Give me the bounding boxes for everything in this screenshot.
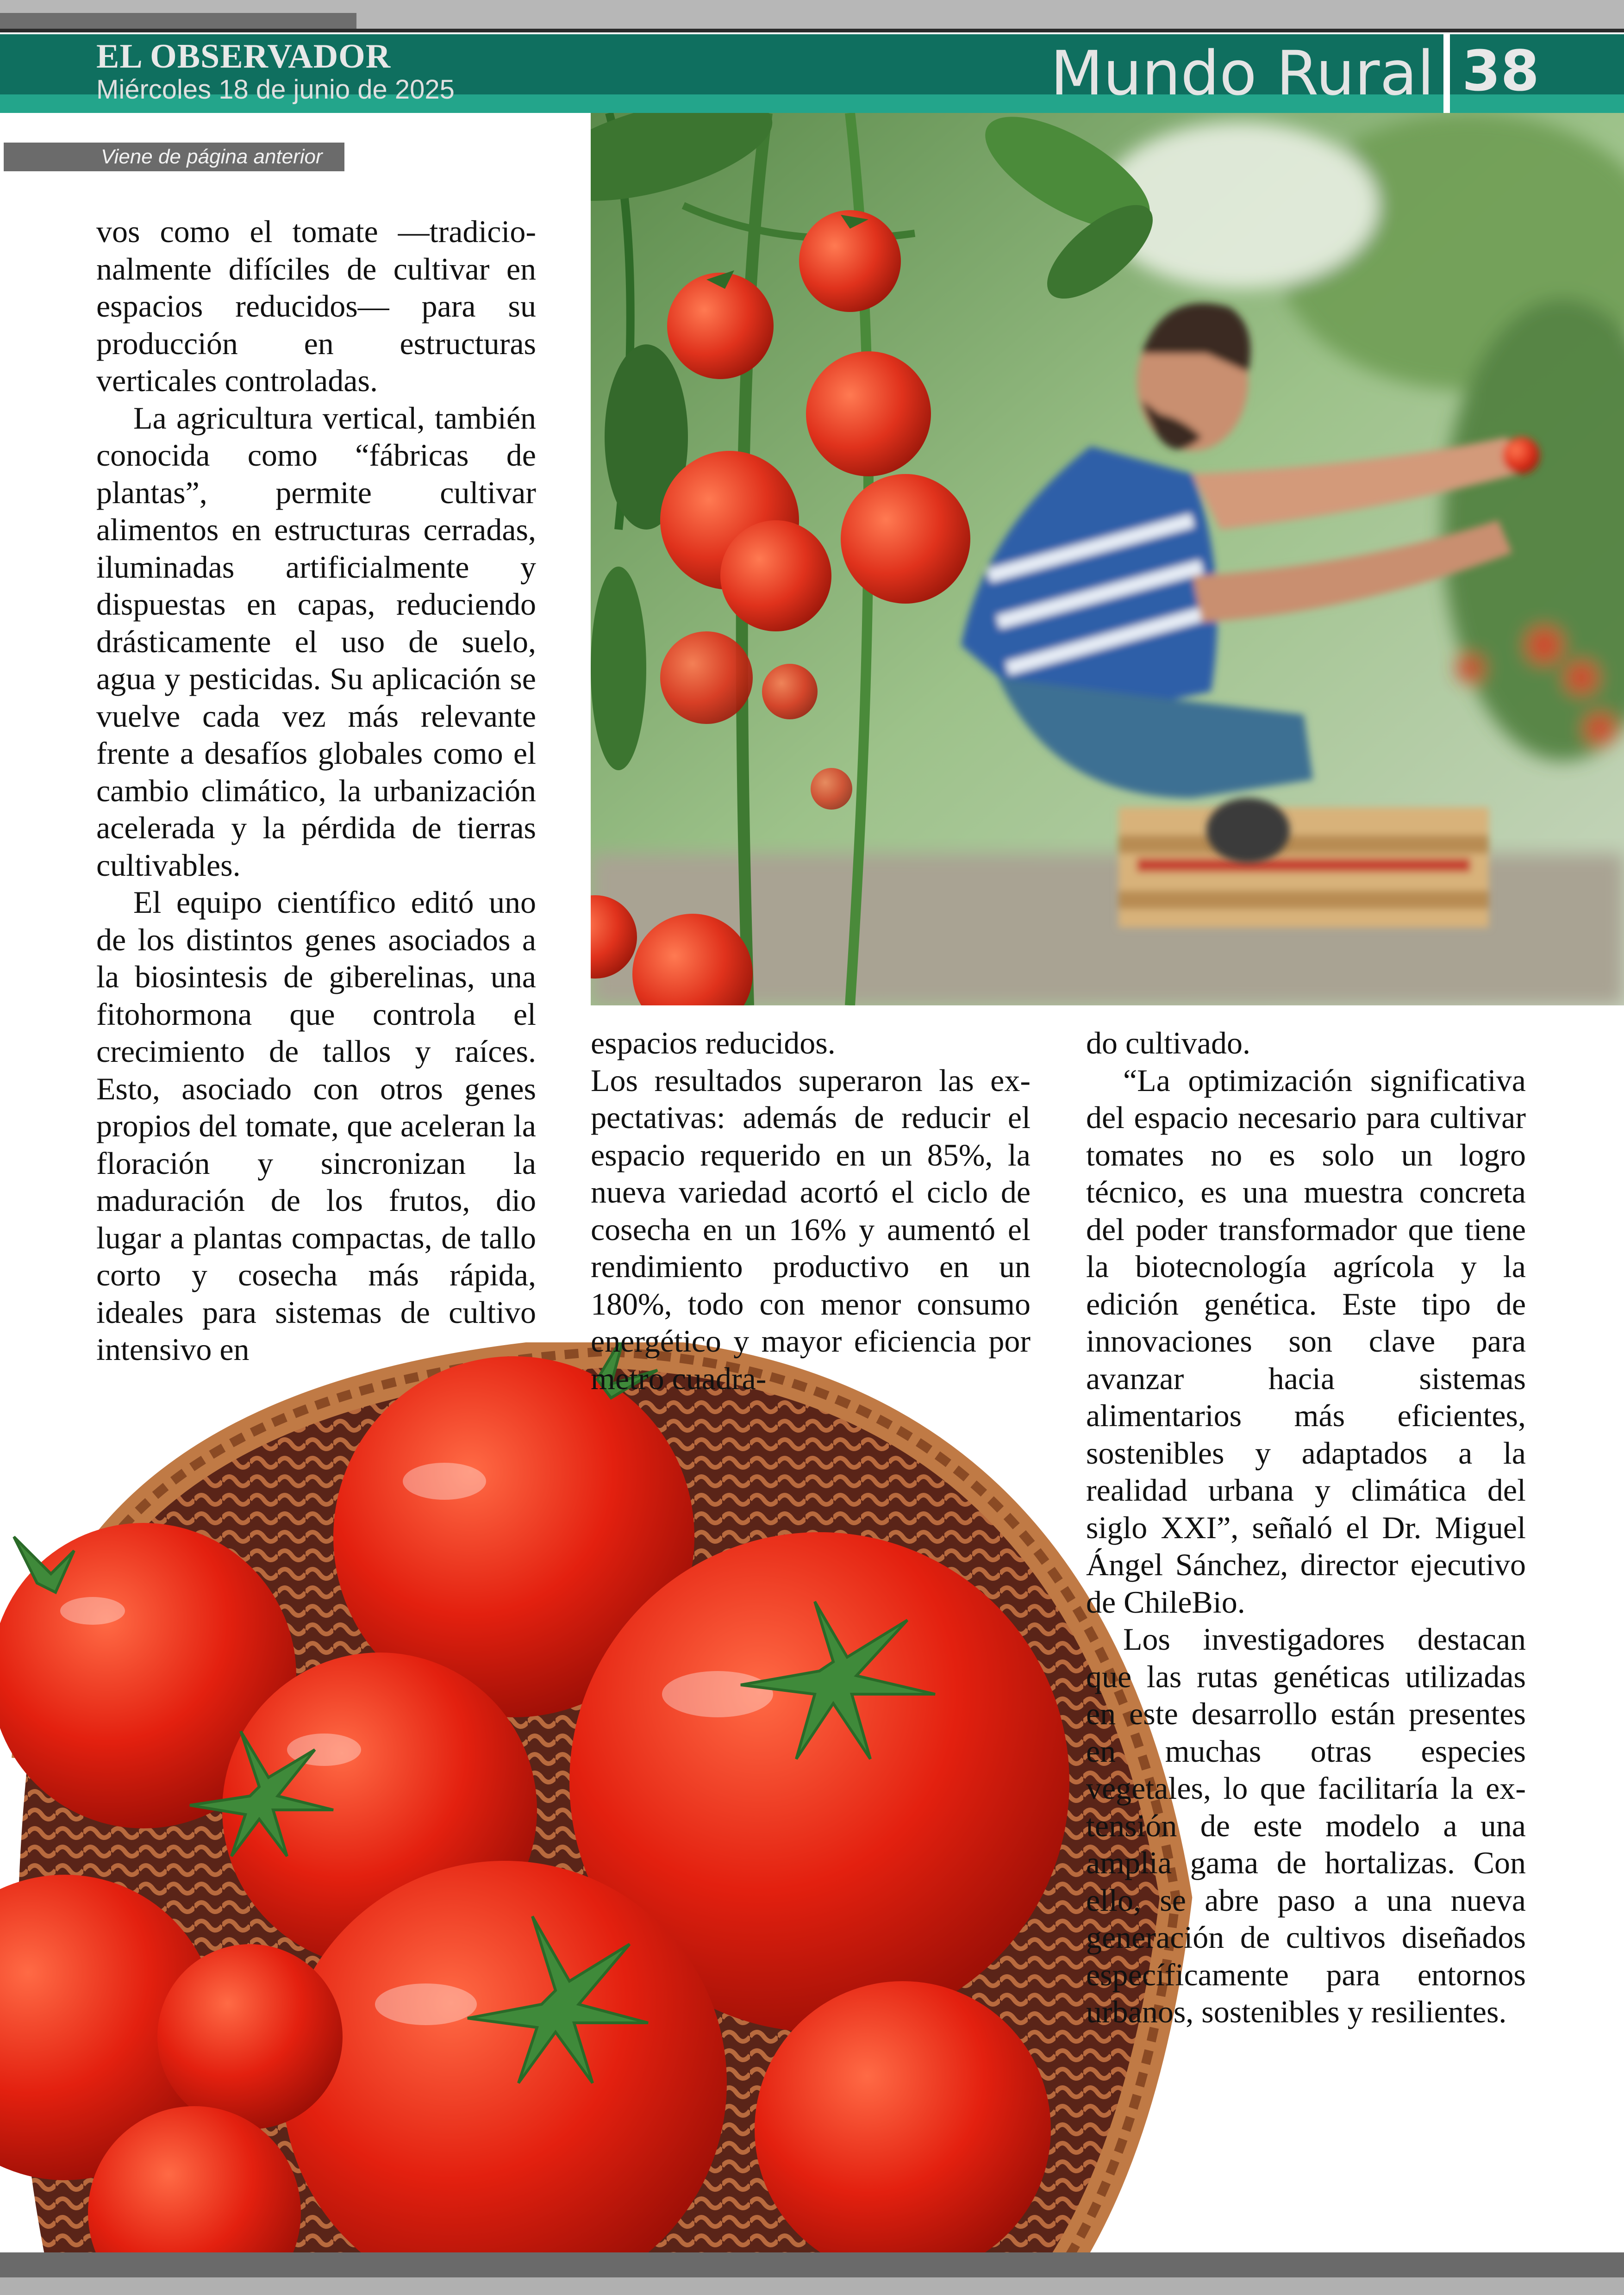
article-paragraph: vos como el tomate —tradicionalmente difíciles de cultivar en espacios reducidos— para su producción en estructuras verticales controladas. [96, 214, 536, 398]
footer-gray-bar [0, 2277, 1624, 2295]
top-rule [0, 29, 1624, 32]
top-dark-tab [0, 13, 356, 29]
continued-from-label: Viene de página anterior [4, 143, 344, 171]
article-paragraph: do cultivado. [1086, 1025, 1251, 1060]
page-number-divider [1443, 34, 1450, 113]
tomato-basket-photo [0, 1342, 1204, 2264]
issue-date: Miércoles 18 de junio de 2025 [96, 75, 455, 105]
page-number: 38 [1462, 39, 1539, 104]
article-paragraph: El equipo científico editó uno de los distintos genes asociados a la biosintesis de giberelinas, una fitohormona que controla el crecimiento de tallos y raíces. Esto, asociado con otros genes propios del tomate, que aceleran la floración y sincronizan la maduración de los frutos, dio lugar a plantas compactas, de tallo corto y cosecha más rápida, ideales para sistemas de cultivo intensivo en [96, 885, 536, 1367]
article-paragraph: espacios reducidos. [591, 1025, 836, 1060]
section-title: Mundo Rural [1050, 38, 1434, 109]
article-paragraph: La agricultura vertical, también conocida como “fábricas de plantas”, permite cultivar alimentos en estructuras cerradas, iluminadas artificialmente y dispuestas en capas, reduciendo drásticamente el uso de suelo, agua y pesticidas. Su aplicación se vuelve cada vez más relevante frente a desafíos globales como el cambio climático, la urbanización acelerada y la pérdida de tierras cultivables. [96, 400, 536, 883]
article-paragraph: Los investigadores destacan que las rutas genéticas utilizadas en este desarrollo están presentes en muchas otras especies vegetales, lo que facilitaría la extensión de este modelo a una amplia gama de hortalizas. Con ello, se abre paso a una nueva generación de cultivos diseñados específicamente para entornos urbanos, sostenibles y resilientes. [1086, 1621, 1526, 2029]
article-column-2 [591, 1024, 1031, 1397]
article-column-3 [1086, 1024, 1526, 2031]
article-paragraph: “La optimización significativa del espacio necesario para cultivar tomates no es solo un logro técnico, es una muestra concreta del poder transformador que tiene la biotecnología agrícola y la edición genética. Este tipo de innovaciones son clave para avanzar hacia sistemas alimentarios más eficientes, sostenibles y adaptados a la realidad urbana y climática del siglo XXI”, señaló el Dr. Miguel Ángel Sánchez, director ejecutivo de ChileBio. [1086, 1062, 1526, 1620]
newspaper-name: EL OBSERVADOR [96, 37, 391, 75]
tomato-basket-illustration [0, 1342, 1204, 2264]
article-paragraph: Los resultados superaron las expectativas: además de reducir el espacio requerido en un 85%, la nueva variedad acortó el ciclo de cosecha en un 16% y aumentó el rendimiento productivo en un 180%, todo con menor consumo energético y mayor eficiencia por metro cuadra- [591, 1062, 1031, 1396]
greenhouse-farmer-illustration [591, 113, 1624, 1005]
article-column-1 [96, 213, 536, 1368]
greenhouse-farmer-photo [591, 113, 1624, 1005]
